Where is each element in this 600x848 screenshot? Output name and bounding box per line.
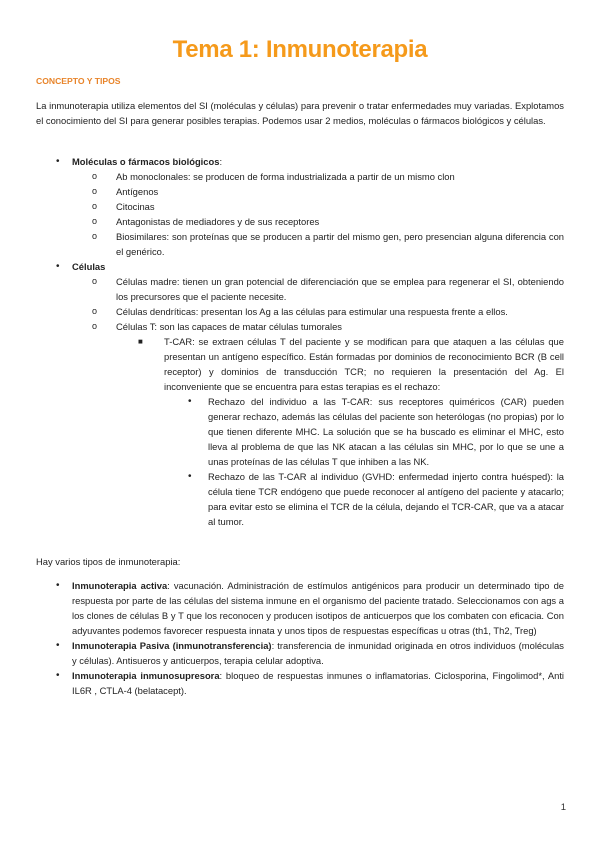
type-label: Inmunoterapia Pasiva (inmunotransferencia)	[72, 640, 272, 651]
circle-bullet-icon: o	[92, 201, 98, 211]
bullet-icon: •	[56, 670, 60, 681]
circle-bullet-icon: o	[92, 306, 98, 316]
section-heading: CONCEPTO Y TIPOS	[36, 76, 121, 86]
list-item-text: Rechazo de las T-CAR al individuo (GVHD: enfermedad injerto contra huésped): la célula tiene TCR endógeno que puede reconocer al antígeno del paciente y atacarlo; para evitar esto se elimina el TCR de la célula, dejando el TCR-CAR, que va a atacar al tumor.	[208, 471, 564, 527]
cells-sublist	[72, 274, 564, 529]
tcells-sublist	[116, 334, 564, 529]
list-item-text: Rechazo del individuo a las T-CAR: sus receptores quiméricos (CAR) pueden generar rechazo, además las células del paciente son heterólogas (no propias) por lo que tienen diferente MHC. La solución que se ha buscado es eliminar el MHC, esto lleva al problema de que las NK atacan a las células sin MHC, por lo que se une a unas proteínas de las células T que inhiben a las NK.	[208, 396, 564, 467]
molecules-label: Moléculas o fármacos biológicos	[72, 156, 220, 167]
page-title: Tema 1: Inmunoterapia	[172, 36, 428, 63]
bullet-icon: •	[56, 640, 60, 651]
list-item	[72, 319, 564, 529]
list-item	[164, 394, 564, 469]
list-item-type	[36, 638, 564, 668]
list-item	[72, 184, 564, 199]
list-item-text: Antagonistas de mediadores y de sus receptores	[116, 216, 320, 227]
bullet-icon: •	[188, 471, 192, 482]
type-text: : transferencia de inmunidad originada en otros individuos (moléculas y células). Antisueros y anticuerpos, terapia celular adoptiva.	[72, 640, 564, 666]
circle-bullet-icon: o	[92, 186, 98, 196]
circle-bullet-icon: o	[92, 171, 98, 181]
type-label: Inmunoterapia inmunosupresora	[72, 670, 220, 681]
molecules-suffix: :	[219, 156, 223, 167]
list-item-tcar	[116, 334, 564, 529]
list-item-type	[36, 578, 564, 638]
list-item-text: Células madre: tienen un gran potencial de diferenciación que se emplea para regenerar el SI, obteniendo los precursores que el paciente necesite.	[116, 276, 564, 302]
rejection-sublist	[164, 394, 564, 529]
list-item	[72, 169, 564, 184]
list-item-cells	[36, 259, 564, 529]
circle-bullet-icon: o	[92, 216, 98, 226]
main-list	[36, 154, 564, 529]
types-intro: Hay varios tipos de inmunoterapia:	[36, 556, 181, 567]
square-bullet-icon: ■	[138, 337, 143, 346]
list-item-text: T-CAR: se extraen células T del paciente y se modifican para que ataquen a las células que presentan un antígeno específico. Están formadas por dominios de reconocimiento BCR (B cell receptor) y dominios de transducción TCR; no requieren la presentación del Ag. El inconveniente que se encuentra para estas terapias es el rechazo:	[164, 336, 564, 392]
bullet-icon: •	[56, 261, 60, 272]
cells-label: Células	[72, 261, 106, 272]
type-text: : vacunación. Administración de estímulos antigénicos para producir un determinado tipo de respuesta por parte de las células del sistema inmune en el organismo del paciente tratado. Seleccionamos con ags a los clones de células B y T que los reconocen y producen isotipos de anticuerpos que los combaten con eficacia. Con adyuvantes podemos favorecer respuesta innata y unos tipos de respuestas específicas u otras (th1, Th2, Treg)	[72, 580, 564, 636]
type-label: Inmunoterapia activa	[72, 580, 168, 591]
list-item	[72, 214, 564, 229]
circle-bullet-icon: o	[92, 231, 98, 241]
list-item-text: Células dendríticas: presentan los Ag a las células para estimular una respuesta frente a ellos.	[116, 306, 508, 317]
list-item-text: Células T: son las capaces de matar células tumorales	[116, 321, 342, 332]
list-item	[164, 469, 564, 529]
types-list	[36, 578, 564, 698]
type-text: : bloqueo de respuestas inmunes o inflamatorias. Ciclosporina, Fingolimod*, Anti IL6R , CTLA-4 (belatacept).	[72, 670, 565, 696]
page-number: 1	[560, 802, 566, 813]
circle-bullet-icon: o	[92, 321, 98, 331]
list-item	[72, 304, 564, 319]
molecules-sublist	[72, 169, 564, 259]
intro-paragraph: La inmunoterapia utiliza elementos del SI (moléculas y células) para prevenir o tratar enfermedades muy variadas. Explotamos el conocimiento del SI para generar posibles terapias. Podemos usar 2 medios, moléculas o fármacos biológicos y células.	[36, 100, 564, 126]
list-item-text: Citocinas	[116, 201, 155, 212]
list-item-text: Ab monoclonales: se producen de forma industrializada a partir de un mismo clon	[116, 171, 455, 182]
bullet-icon: •	[56, 156, 60, 167]
list-item-type	[36, 668, 564, 698]
list-item-text: Biosimilares: son proteínas que se producen a partir del mismo gen, pero presencian alguna diferencia con el genérico.	[116, 231, 564, 257]
circle-bullet-icon: o	[92, 276, 98, 286]
list-item-text: Antígenos	[116, 186, 159, 197]
list-item-molecules	[36, 154, 564, 259]
bullet-icon: •	[188, 396, 192, 407]
list-item	[72, 229, 564, 259]
list-item	[72, 199, 564, 214]
bullet-icon: •	[56, 580, 60, 591]
list-item	[72, 274, 564, 304]
